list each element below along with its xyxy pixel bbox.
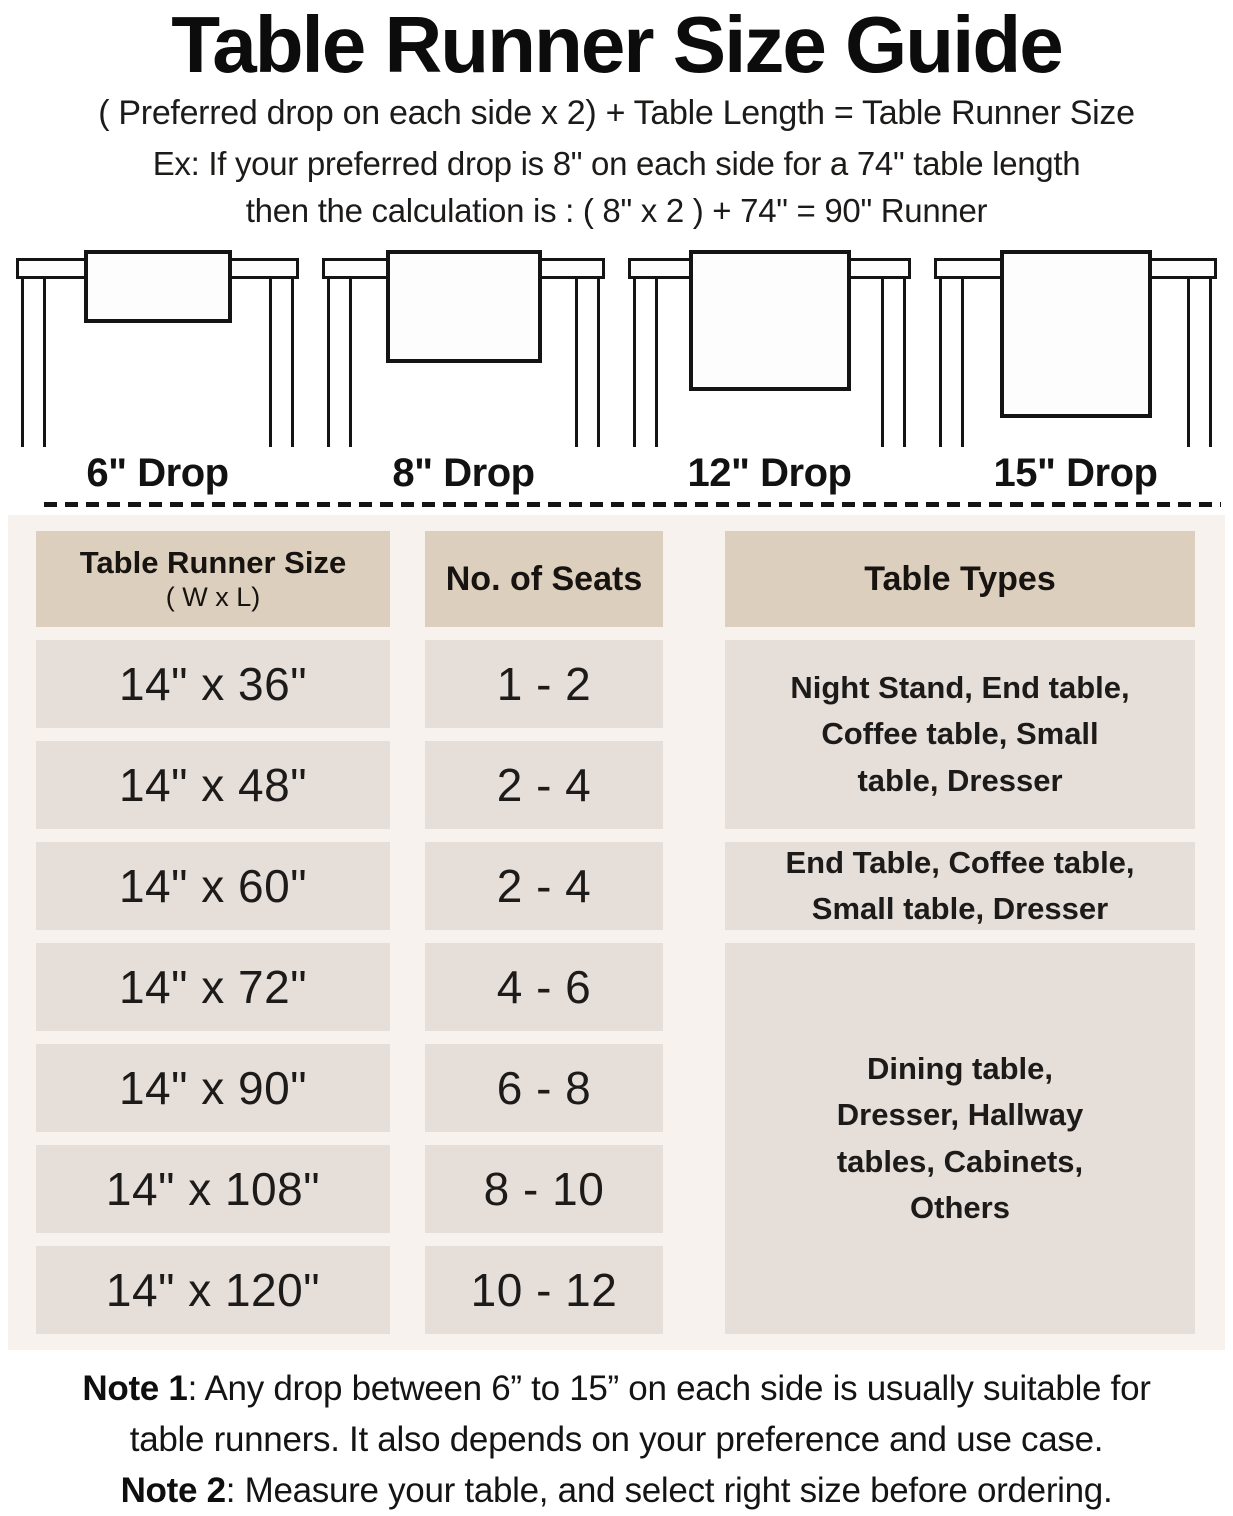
table-leg <box>327 279 330 447</box>
size-cell-14x36: 14" x 36" <box>36 640 390 728</box>
example-text <box>0 141 1233 235</box>
seats-cell-row5: 6 - 8 <box>425 1044 663 1132</box>
note-1-text-line2: table runners. It also depends on your preference and use case. <box>129 1419 1104 1459</box>
header-runner-size-sub: ( W x L) <box>165 581 261 612</box>
seats-cell-row2: 2 - 4 <box>425 741 663 829</box>
drop-diagrams <box>0 243 1233 449</box>
column-header-types: Table Types <box>725 531 1195 627</box>
drop-label-15in: 15" Drop <box>993 451 1158 496</box>
drop-label-8in: 8" Drop <box>392 451 535 496</box>
table-leg <box>1187 279 1190 447</box>
types-cell-small-tables: Night Stand, End table, Coffee table, Small table, Dresser <box>725 640 1195 829</box>
seats-cell-row6: 8 - 10 <box>425 1145 663 1233</box>
size-cell-14x90: 14" x 90" <box>36 1044 390 1132</box>
table-leg <box>349 279 352 447</box>
column-header-runner-size <box>36 531 390 627</box>
example-line-1: Ex: If your preferred drop is 8" on each side for a 74" table length <box>152 145 1081 183</box>
table-leg <box>881 279 884 447</box>
size-table <box>36 531 1195 1334</box>
runner-rect <box>689 250 851 391</box>
note-2-text: : Measure your table, and select right size before ordering. <box>225 1470 1113 1510</box>
table-leg <box>21 279 24 447</box>
table-diagram-6in-drop <box>16 243 299 449</box>
table-diagram-15in-drop <box>934 243 1217 449</box>
types-cell-medium-tables: End Table, Coffee table, Small table, Dresser <box>725 842 1195 930</box>
seats-cell-row7: 10 - 12 <box>425 1246 663 1334</box>
table-leg <box>655 279 658 447</box>
size-cell-14x108: 14" x 108" <box>36 1145 390 1233</box>
table-leg <box>575 279 578 447</box>
table-leg <box>597 279 600 447</box>
seats-cell-row3: 2 - 4 <box>425 842 663 930</box>
note-1-label: Note 1 <box>82 1369 188 1409</box>
seats-cell-row4: 4 - 6 <box>425 943 663 1031</box>
note-2 <box>0 1466 1233 1516</box>
header-runner-size-title: Table Runner Size <box>79 545 347 581</box>
table-leg <box>903 279 906 447</box>
size-cell-14x48: 14" x 48" <box>36 741 390 829</box>
note-1 <box>0 1364 1233 1466</box>
page-title: Table Runner Size Guide <box>171 0 1062 89</box>
types-cell-large-tables: Dining table, Dresser, Hallway tables, Cabinets, Others <box>725 943 1195 1334</box>
dashed-divider <box>44 502 1221 507</box>
size-cell-14x72: 14" x 72" <box>36 943 390 1031</box>
note-2-label: Note 2 <box>120 1470 226 1510</box>
column-header-seats: No. of Seats <box>425 531 663 627</box>
table-leg <box>291 279 294 447</box>
note-1-text-line1: : Any drop between 6” to 15” on each side is usually suitable for <box>187 1369 1151 1409</box>
table-leg <box>939 279 942 447</box>
example-line-2: then the calculation is : ( 8" x 2 ) + 74" = 90" Runner <box>245 192 988 230</box>
table-leg <box>1209 279 1212 447</box>
table-leg <box>43 279 46 447</box>
table-diagram-12in-drop <box>628 243 911 449</box>
drop-label-6in: 6" Drop <box>86 451 229 496</box>
table-leg <box>961 279 964 447</box>
drop-label-12in: 12" Drop <box>687 451 852 496</box>
size-cell-14x60: 14" x 60" <box>36 842 390 930</box>
table-leg <box>269 279 272 447</box>
size-table-band <box>8 515 1225 1350</box>
runner-rect <box>84 250 232 323</box>
runner-rect <box>386 250 542 363</box>
formula-text: ( Preferred drop on each side x 2) + Table Length = Table Runner Size <box>98 94 1135 133</box>
seats-cell-row1: 1 - 2 <box>425 640 663 728</box>
runner-rect <box>1000 250 1152 418</box>
drop-labels <box>0 451 1233 496</box>
table-leg <box>633 279 636 447</box>
notes-section <box>0 1364 1233 1516</box>
size-cell-14x120: 14" x 120" <box>36 1246 390 1334</box>
table-diagram-8in-drop <box>322 243 605 449</box>
